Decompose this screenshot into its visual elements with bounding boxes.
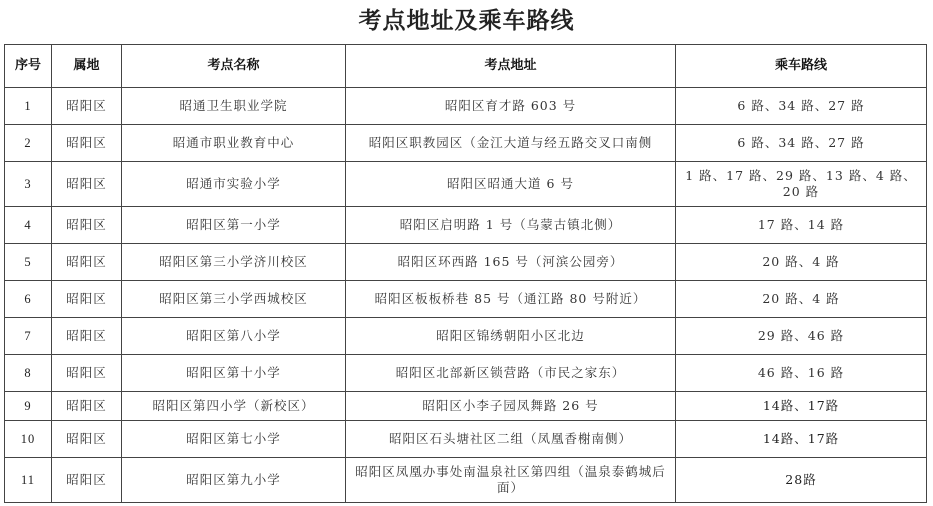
row-site-name: 昭阳区第一小学 [122, 207, 346, 244]
row-bus-route: 20 路、4 路 [676, 244, 927, 281]
row-district: 昭阳区 [52, 88, 122, 125]
header-site-address: 考点地址 [346, 45, 676, 88]
row-no: 7 [5, 318, 52, 355]
row-site-name: 昭通市职业教育中心 [122, 125, 346, 162]
row-site-address: 昭阳区石头塘社区二组（凤凰香榭南侧） [346, 421, 676, 458]
table-row [5, 281, 927, 318]
row-site-name: 昭通市实验小学 [122, 162, 346, 207]
header-district: 属地 [52, 45, 122, 88]
row-district: 昭阳区 [52, 162, 122, 207]
header-site-name: 考点名称 [122, 45, 346, 88]
row-site-address: 昭阳区北部新区锁营路（市民之家东） [346, 355, 676, 392]
row-no: 2 [5, 125, 52, 162]
row-site-name: 昭阳区第三小学西城校区 [122, 281, 346, 318]
row-district: 昭阳区 [52, 125, 122, 162]
row-no: 3 [5, 162, 52, 207]
row-site-name: 昭通卫生职业学院 [122, 88, 346, 125]
row-site-address: 昭阳区凤凰办事处南温泉社区第四组（温泉泰鹤城后面） [346, 458, 676, 503]
row-no: 8 [5, 355, 52, 392]
table-row [5, 162, 927, 207]
row-site-name: 昭阳区第三小学济川校区 [122, 244, 346, 281]
row-no: 4 [5, 207, 52, 244]
row-no: 10 [5, 421, 52, 458]
table-row [5, 244, 927, 281]
row-site-name: 昭阳区第十小学 [122, 355, 346, 392]
table-row [5, 355, 927, 392]
row-bus-route: 29 路、46 路 [676, 318, 927, 355]
row-bus-route: 6 路、34 路、27 路 [676, 125, 927, 162]
table-row [5, 458, 927, 503]
table-row [5, 421, 927, 458]
row-no: 9 [5, 392, 52, 421]
table-header-row [5, 45, 927, 88]
row-bus-route: 1 路、17 路、29 路、13 路、4 路、20 路 [676, 162, 927, 207]
row-bus-route: 14路、17路 [676, 392, 927, 421]
row-district: 昭阳区 [52, 281, 122, 318]
row-no: 11 [5, 458, 52, 503]
row-bus-route: 6 路、34 路、27 路 [676, 88, 927, 125]
row-site-address: 昭阳区启明路 1 号（乌蒙古镇北侧） [346, 207, 676, 244]
row-no: 6 [5, 281, 52, 318]
row-site-name: 昭阳区第七小学 [122, 421, 346, 458]
row-district: 昭阳区 [52, 244, 122, 281]
table-row [5, 88, 927, 125]
exam-site-table [4, 44, 927, 503]
row-district: 昭阳区 [52, 458, 122, 503]
row-district: 昭阳区 [52, 355, 122, 392]
row-site-name: 昭阳区第九小学 [122, 458, 346, 503]
row-district: 昭阳区 [52, 318, 122, 355]
row-district: 昭阳区 [52, 421, 122, 458]
table-row [5, 392, 927, 421]
page-title: 考点地址及乘车路线 [358, 7, 575, 34]
table-row [5, 125, 927, 162]
row-district: 昭阳区 [52, 392, 122, 421]
row-no: 5 [5, 244, 52, 281]
row-site-name: 昭阳区第八小学 [122, 318, 346, 355]
row-bus-route: 17 路、14 路 [676, 207, 927, 244]
table-row [5, 207, 927, 244]
row-site-address: 昭阳区昭通大道 6 号 [346, 162, 676, 207]
row-no: 1 [5, 88, 52, 125]
table-row [5, 318, 927, 355]
row-site-address: 昭阳区职教园区（金江大道与经五路交叉口南侧 [346, 125, 676, 162]
row-site-address: 昭阳区小李子园凤舞路 26 号 [346, 392, 676, 421]
row-site-address: 昭阳区锦绣朝阳小区北边 [346, 318, 676, 355]
row-bus-route: 46 路、16 路 [676, 355, 927, 392]
row-site-name: 昭阳区第四小学（新校区） [122, 392, 346, 421]
row-site-address: 昭阳区育才路 603 号 [346, 88, 676, 125]
header-bus-route: 乘车路线 [676, 45, 927, 88]
row-district: 昭阳区 [52, 207, 122, 244]
header-no: 序号 [5, 45, 52, 88]
row-site-address: 昭阳区环西路 165 号（河滨公园旁） [346, 244, 676, 281]
row-bus-route: 20 路、4 路 [676, 281, 927, 318]
row-bus-route: 28路 [676, 458, 927, 503]
row-site-address: 昭阳区板板桥巷 85 号（通江路 80 号附近） [346, 281, 676, 318]
row-bus-route: 14路、17路 [676, 421, 927, 458]
